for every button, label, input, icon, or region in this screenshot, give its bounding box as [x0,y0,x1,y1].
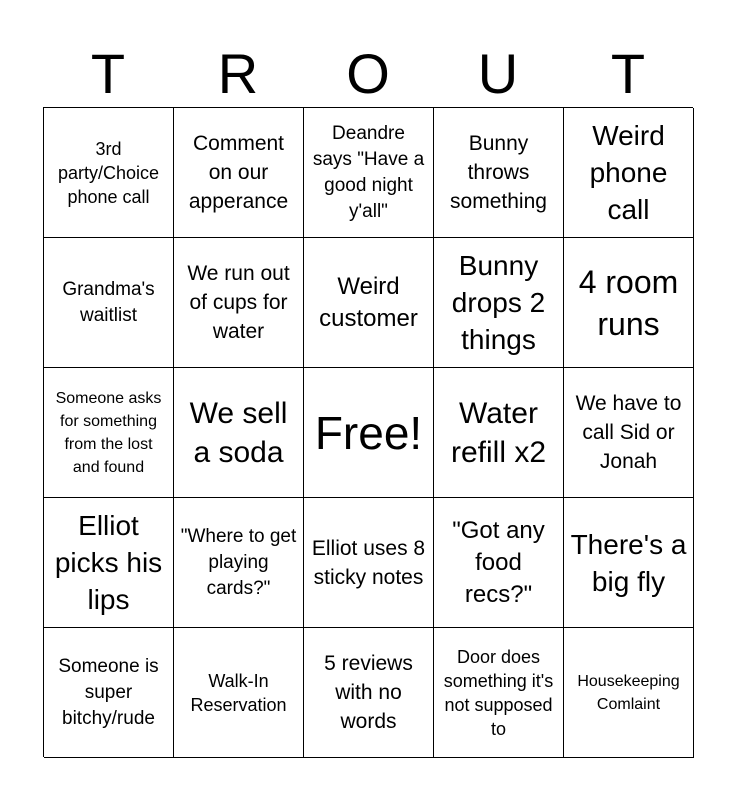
bingo-cell-r3c1[interactable] [44,368,174,498]
bingo-cell-r2c1[interactable] [44,238,174,368]
bingo-cell-r5c3[interactable] [304,628,434,758]
header-letter-u: U [477,42,519,105]
bingo-cell-r5c4[interactable] [434,628,564,758]
cell-text: "Where to get playing cards?" [180,525,297,599]
header-letter-r: R [217,42,259,105]
bingo-cell-r1c4[interactable] [434,108,564,238]
bingo-cell-r4c5[interactable] [564,498,694,628]
cell-text: We run out of cups for water [187,262,290,343]
bingo-cell-r5c2[interactable] [174,628,304,758]
free-space-text: Free! [314,406,423,459]
bingo-cell-r5c1[interactable] [44,628,174,758]
cell-text: Housekeeping Comlaint [577,672,680,713]
bingo-cell-r1c3[interactable] [304,108,434,238]
cell-text: Weird customer [319,272,418,332]
bingo-cell-r3c5[interactable] [564,368,694,498]
bingo-cell-r4c2[interactable] [174,498,304,628]
bingo-cell-r4c1[interactable] [44,498,174,628]
header-letter-o: O [346,42,390,105]
cell-text: 5 reviews with no words [324,652,413,733]
cell-text: Door does something it's not supposed to [443,646,554,739]
header-letter-t2: T [610,42,646,105]
bingo-cell-r2c2[interactable] [174,238,304,368]
cell-text: Someone asks for something from the lost and found [55,389,162,476]
bingo-cell-r2c4[interactable] [434,238,564,368]
header-letter-t1: T [90,42,126,105]
cell-text: There's a big fly [570,528,687,597]
bingo-cell-r1c2[interactable] [174,108,304,238]
cell-text: Walk-In Reservation [190,670,287,715]
cell-text: Water refill x2 [450,396,547,469]
bingo-cell-r2c5[interactable] [564,238,694,368]
bingo-board [43,107,693,757]
bingo-cell-free[interactable] [304,368,434,498]
bingo-header [43,40,693,108]
bingo-cell-r1c1[interactable] [44,108,174,238]
cell-text: Elliot picks his lips [54,510,163,615]
cell-text: Deandre says "Have a good night y'all" [312,122,425,222]
cell-text: 4 room runs [578,263,679,342]
cell-text: Weird phone call [589,120,668,225]
bingo-cell-r1c5[interactable] [564,108,694,238]
bingo-cell-r2c3[interactable] [304,238,434,368]
cell-text: Bunny drops 2 things [451,250,546,355]
cell-text: 3rd party/Choice phone call [57,138,160,207]
bingo-cell-r3c2[interactable] [174,368,304,498]
cell-text: Bunny throws something [450,132,547,213]
cell-text: Grandma's waitlist [62,278,155,326]
bingo-cell-r5c5[interactable] [564,628,694,758]
cell-text: Elliot uses 8 sticky notes [311,536,426,589]
cell-text: "Got any food recs?" [452,516,545,608]
bingo-cell-r4c3[interactable] [304,498,434,628]
bingo-cell-r4c4[interactable] [434,498,564,628]
cell-text: Someone is super bitchy/rude [58,655,159,729]
cell-text: Comment on our apperance [188,132,289,213]
cell-text: We sell a soda [189,396,288,469]
bingo-cell-r3c4[interactable] [434,368,564,498]
cell-text: We have to call Sid or Jonah [575,392,682,473]
